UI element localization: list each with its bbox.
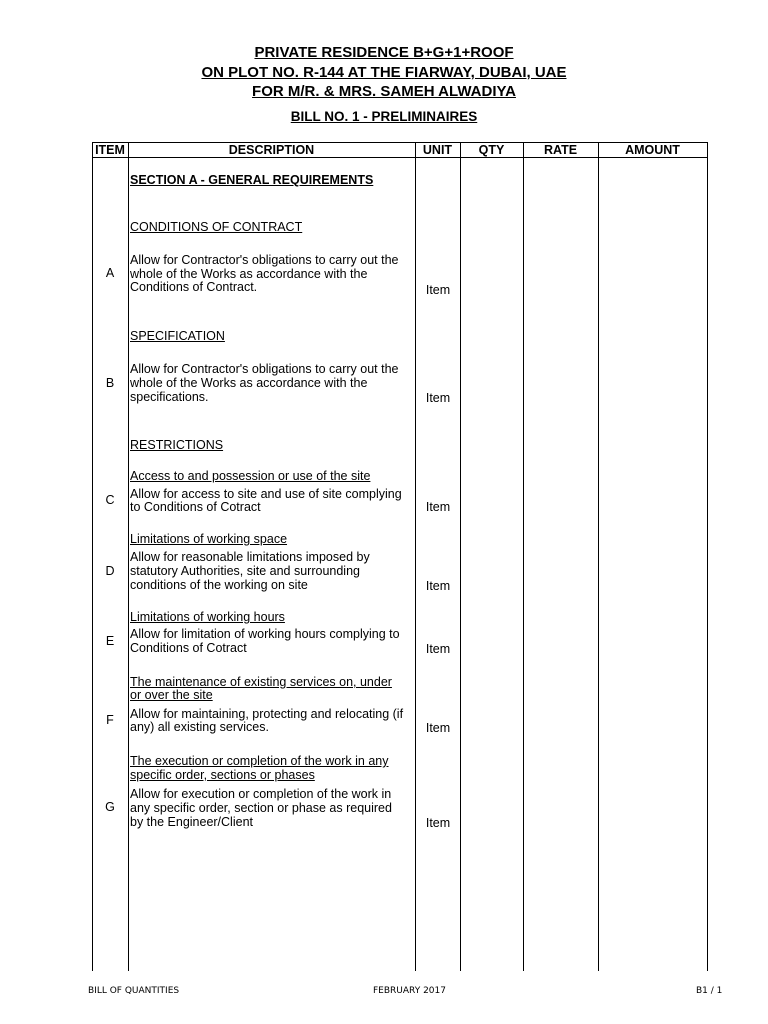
group-heading: SPECIFICATION xyxy=(130,329,225,343)
col-border xyxy=(415,142,416,971)
col-border xyxy=(128,142,129,971)
project-client: FOR M/R. & MRS. SAMEH ALWADIYA xyxy=(252,83,516,100)
item-code: A xyxy=(105,266,115,280)
col-header-description: DESCRIPTION xyxy=(228,143,315,157)
item-unit: Item xyxy=(425,642,451,656)
item-unit: Item xyxy=(425,579,451,593)
bill-title: BILL NO. 1 - PRELIMINAIRES xyxy=(290,109,478,124)
col-border xyxy=(707,142,708,971)
col-header-item: ITEM xyxy=(95,143,125,157)
item-code: F xyxy=(106,713,114,727)
item-unit: Item xyxy=(425,500,451,514)
item-description-line: Conditions of Cotract xyxy=(130,641,247,655)
item-description-line: Allow for execution or completion of the work in xyxy=(130,787,392,801)
item-subheading: Limitations of working space xyxy=(130,532,288,546)
item-description-line: any) all existing services. xyxy=(130,720,269,734)
item-description-line: to Conditions of Cotract xyxy=(130,500,261,514)
item-unit: Item xyxy=(425,283,451,297)
item-subheading: Limitations of working hours xyxy=(130,610,285,624)
item-description-line: Allow for Contractor's obligations to carry out the xyxy=(130,253,399,267)
footer-page-number: B1 / 1 xyxy=(696,986,723,996)
project-title: PRIVATE RESIDENCE B+G+1+ROOF xyxy=(254,44,514,61)
item-description-line: whole of the Works as accordance with the xyxy=(130,376,368,390)
col-border xyxy=(460,142,461,971)
item-description-line: Allow for Contractor's obligations to carry out the xyxy=(130,362,399,376)
col-header-unit: UNIT xyxy=(422,143,453,157)
item-description-line: Allow for maintaining, protecting and relocating (if xyxy=(130,707,404,721)
item-code: E xyxy=(105,634,115,648)
footer-document-type: BILL OF QUANTITIES xyxy=(88,986,180,996)
item-unit: Item xyxy=(425,816,451,830)
item-description-line: whole of the Works as accordance with the xyxy=(130,267,368,281)
item-description-line: specifications. xyxy=(130,390,209,404)
item-description-line: by the Engineer/Client xyxy=(130,815,253,829)
item-description-line: statutory Authorities, site and surrounding xyxy=(130,564,360,578)
item-subheading: Access to and possession or use of the site xyxy=(130,469,371,483)
item-description-line: any specific order, section or phase as required xyxy=(130,801,392,815)
item-description-line: Allow for access to site and use of site complying xyxy=(130,487,402,501)
item-subheading: specific order, sections or phases xyxy=(130,768,315,782)
footer-date: FEBRUARY 2017 xyxy=(373,986,446,996)
item-code: D xyxy=(105,564,115,578)
col-header-qty: QTY xyxy=(478,143,505,157)
item-description-line: conditions of the working on site xyxy=(130,578,308,592)
item-code: C xyxy=(105,493,115,507)
project-location: ON PLOT NO. R-144 AT THE FIARWAY, DUBAI, UAE xyxy=(201,64,567,81)
group-heading: RESTRICTIONS xyxy=(130,438,224,452)
item-unit: Item xyxy=(425,721,451,735)
col-header-amount: AMOUNT xyxy=(625,143,680,157)
col-header-rate: RATE xyxy=(543,143,578,157)
item-code: G xyxy=(105,800,115,814)
col-border xyxy=(598,142,599,971)
item-subheading: The execution or completion of the work in any xyxy=(130,754,389,768)
group-heading: CONDITIONS OF CONTRACT xyxy=(130,220,303,234)
col-border xyxy=(523,142,524,971)
item-subheading: The maintenance of existing services on, under xyxy=(130,675,392,689)
item-description-line: Allow for limitation of working hours complying to xyxy=(130,627,400,641)
section-title: SECTION A - GENERAL REQUIREMENTS xyxy=(130,173,374,187)
table-header-border xyxy=(92,157,707,158)
item-unit: Item xyxy=(425,391,451,405)
item-subheading: or over the site xyxy=(130,688,213,702)
item-code: B xyxy=(105,376,115,390)
item-description-line: Conditions of Contract. xyxy=(130,280,258,294)
item-description-line: Allow for reasonable limitations imposed by xyxy=(130,550,370,564)
